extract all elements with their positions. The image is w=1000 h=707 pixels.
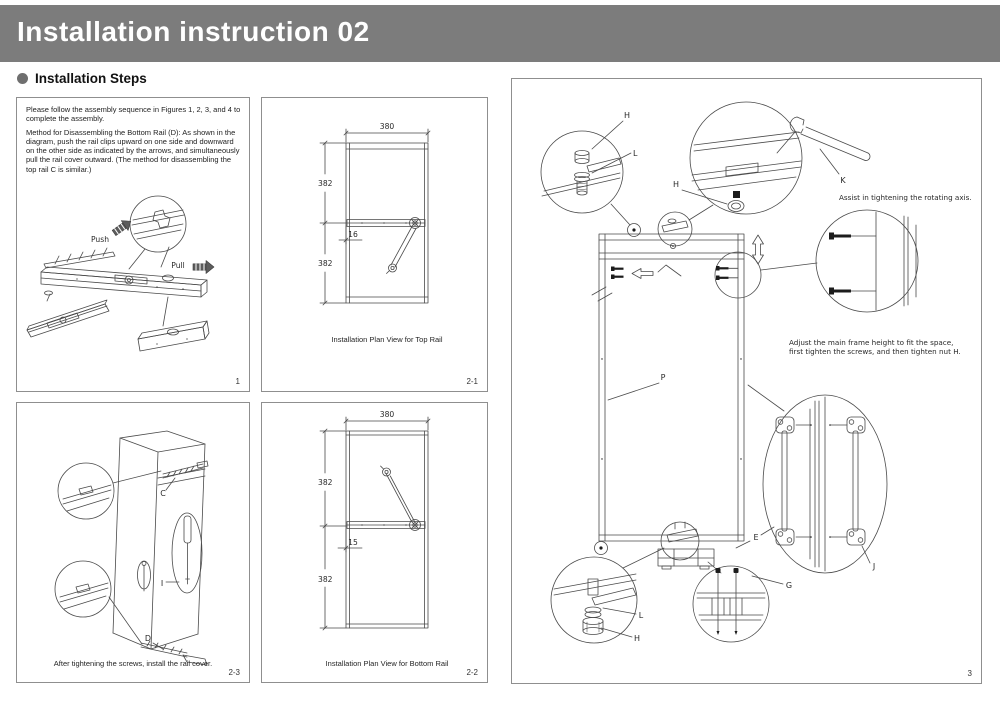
figure-2-1-drawing [262,98,489,393]
rail-cover [138,297,209,351]
swing-arm [387,227,417,274]
pull-arrow-icon [193,261,214,274]
push-label: Push [90,235,110,244]
figure-2-2-panel [261,402,488,683]
adjust-note-line1: Adjust the main frame height to fit the space, [789,338,954,347]
screw-detail-circle-right [816,210,918,312]
dim-offset: 16 [348,230,358,239]
foot-detail-circle-bottom-left [551,548,664,643]
label-h-top: H [623,111,631,120]
standing-screw [138,561,151,591]
bottom-rail [347,520,425,531]
page-title: Installation instruction 02 [17,16,370,47]
figure-1-panel [16,97,250,392]
figure-2-3-number: 2-3 [228,668,240,677]
label-top-rail-c: C [160,489,166,498]
label-h-right: H [672,180,680,189]
figure-2-3-drawing [17,403,251,684]
label-screwdriver: I [160,579,164,588]
figure-3-drawing [512,79,983,685]
magnifier-circle [130,196,186,252]
figure-1-drawing [17,98,251,393]
dim-upper: 382 [318,179,333,188]
dim-lower: 382 [318,259,333,268]
screwdriver [172,513,202,593]
label-frame-p: P [660,373,666,382]
allen-key-icon [658,265,681,276]
pivot-dot-bottom [595,542,608,555]
label-e: E [753,533,759,542]
header-bar [0,5,1000,62]
section-heading [17,71,147,86]
top-dimension [344,410,430,430]
dim-width: 380 [379,410,395,419]
pivot-dot-top [628,224,641,237]
figure-2-1-number: 2-1 [466,377,478,386]
nut-detail-circle-top-left [541,131,630,225]
handle-detail-ellipse [748,385,887,573]
dim-width: 380 [379,122,395,131]
left-dimension [318,141,346,305]
label-j: J [872,562,876,571]
label-wrench-k: K [840,176,846,185]
main-rail [41,267,207,297]
dim-offset: 15 [348,538,358,547]
bullet-icon [17,73,28,84]
label-g: G [785,581,793,590]
label-l-top: L [633,149,638,158]
swing-arm [381,466,416,523]
figure-1-paragraph-1: Please follow the assembly sequence in Figures 1, 2, 3, and 4 to complete the assembly. [26,105,241,124]
dim-lower: 382 [318,575,333,584]
figure-3-number: 3 [967,669,972,678]
main-frame [592,234,744,541]
detail-circle-bottom [55,561,142,644]
detached-rail [27,291,109,337]
up-down-arrow-icon [753,235,764,264]
left-arrow-icon [632,269,653,279]
wrench-icon [777,117,870,174]
detail-circle-top [58,463,161,519]
door-outline [346,431,428,628]
figure-2-2-caption: Installation Plan View for Bottom Rail [325,659,449,668]
figure-2-1-panel [261,97,488,392]
dim-upper: 382 [318,478,333,487]
figure-1-paragraph-2: Method for Disassembling the Bottom Rail (D): As shown in the diagram, push the rail clips upward on one side and downward on the other side as indicated by the arrows, and simultaneously pull the rail cover outward. (The method for disassembling the top rail C is similar.) [26,127,240,174]
figure-2-3-panel [16,402,250,683]
label-l-bottom: L [638,611,644,620]
figure-2-2-number: 2-2 [466,668,478,677]
wrench-note: Assist in tightening the rotating axis. [839,193,972,202]
bottom-foot-assembly [658,522,721,573]
left-frame-screws [611,267,624,280]
offset-dimension [339,226,362,244]
top-dimension [344,122,430,142]
label-h-bottom: H [633,634,641,643]
figure-2-2-drawing [262,403,489,684]
left-dimension [318,429,346,630]
figure-3-panel [511,78,982,684]
pull-label: Pull [171,261,185,270]
top-clamp [658,212,692,249]
offset-dimension [338,529,362,552]
label-bottom-rail-d: D [144,634,152,643]
top-rail-strip [44,248,115,268]
rail-detail-circle-top-right [689,102,802,220]
top-rail [347,218,425,229]
figure-1-number: 1 [235,377,240,386]
section-title: Installation Steps [35,71,147,86]
adjust-note-line2: first tighten the screws, and then tighten nut H. [789,347,961,356]
figure-2-1-caption: Installation Plan View for Top Rail [331,335,443,344]
figure-2-3-caption: After tightening the screws, install the rail cover. [53,659,213,668]
